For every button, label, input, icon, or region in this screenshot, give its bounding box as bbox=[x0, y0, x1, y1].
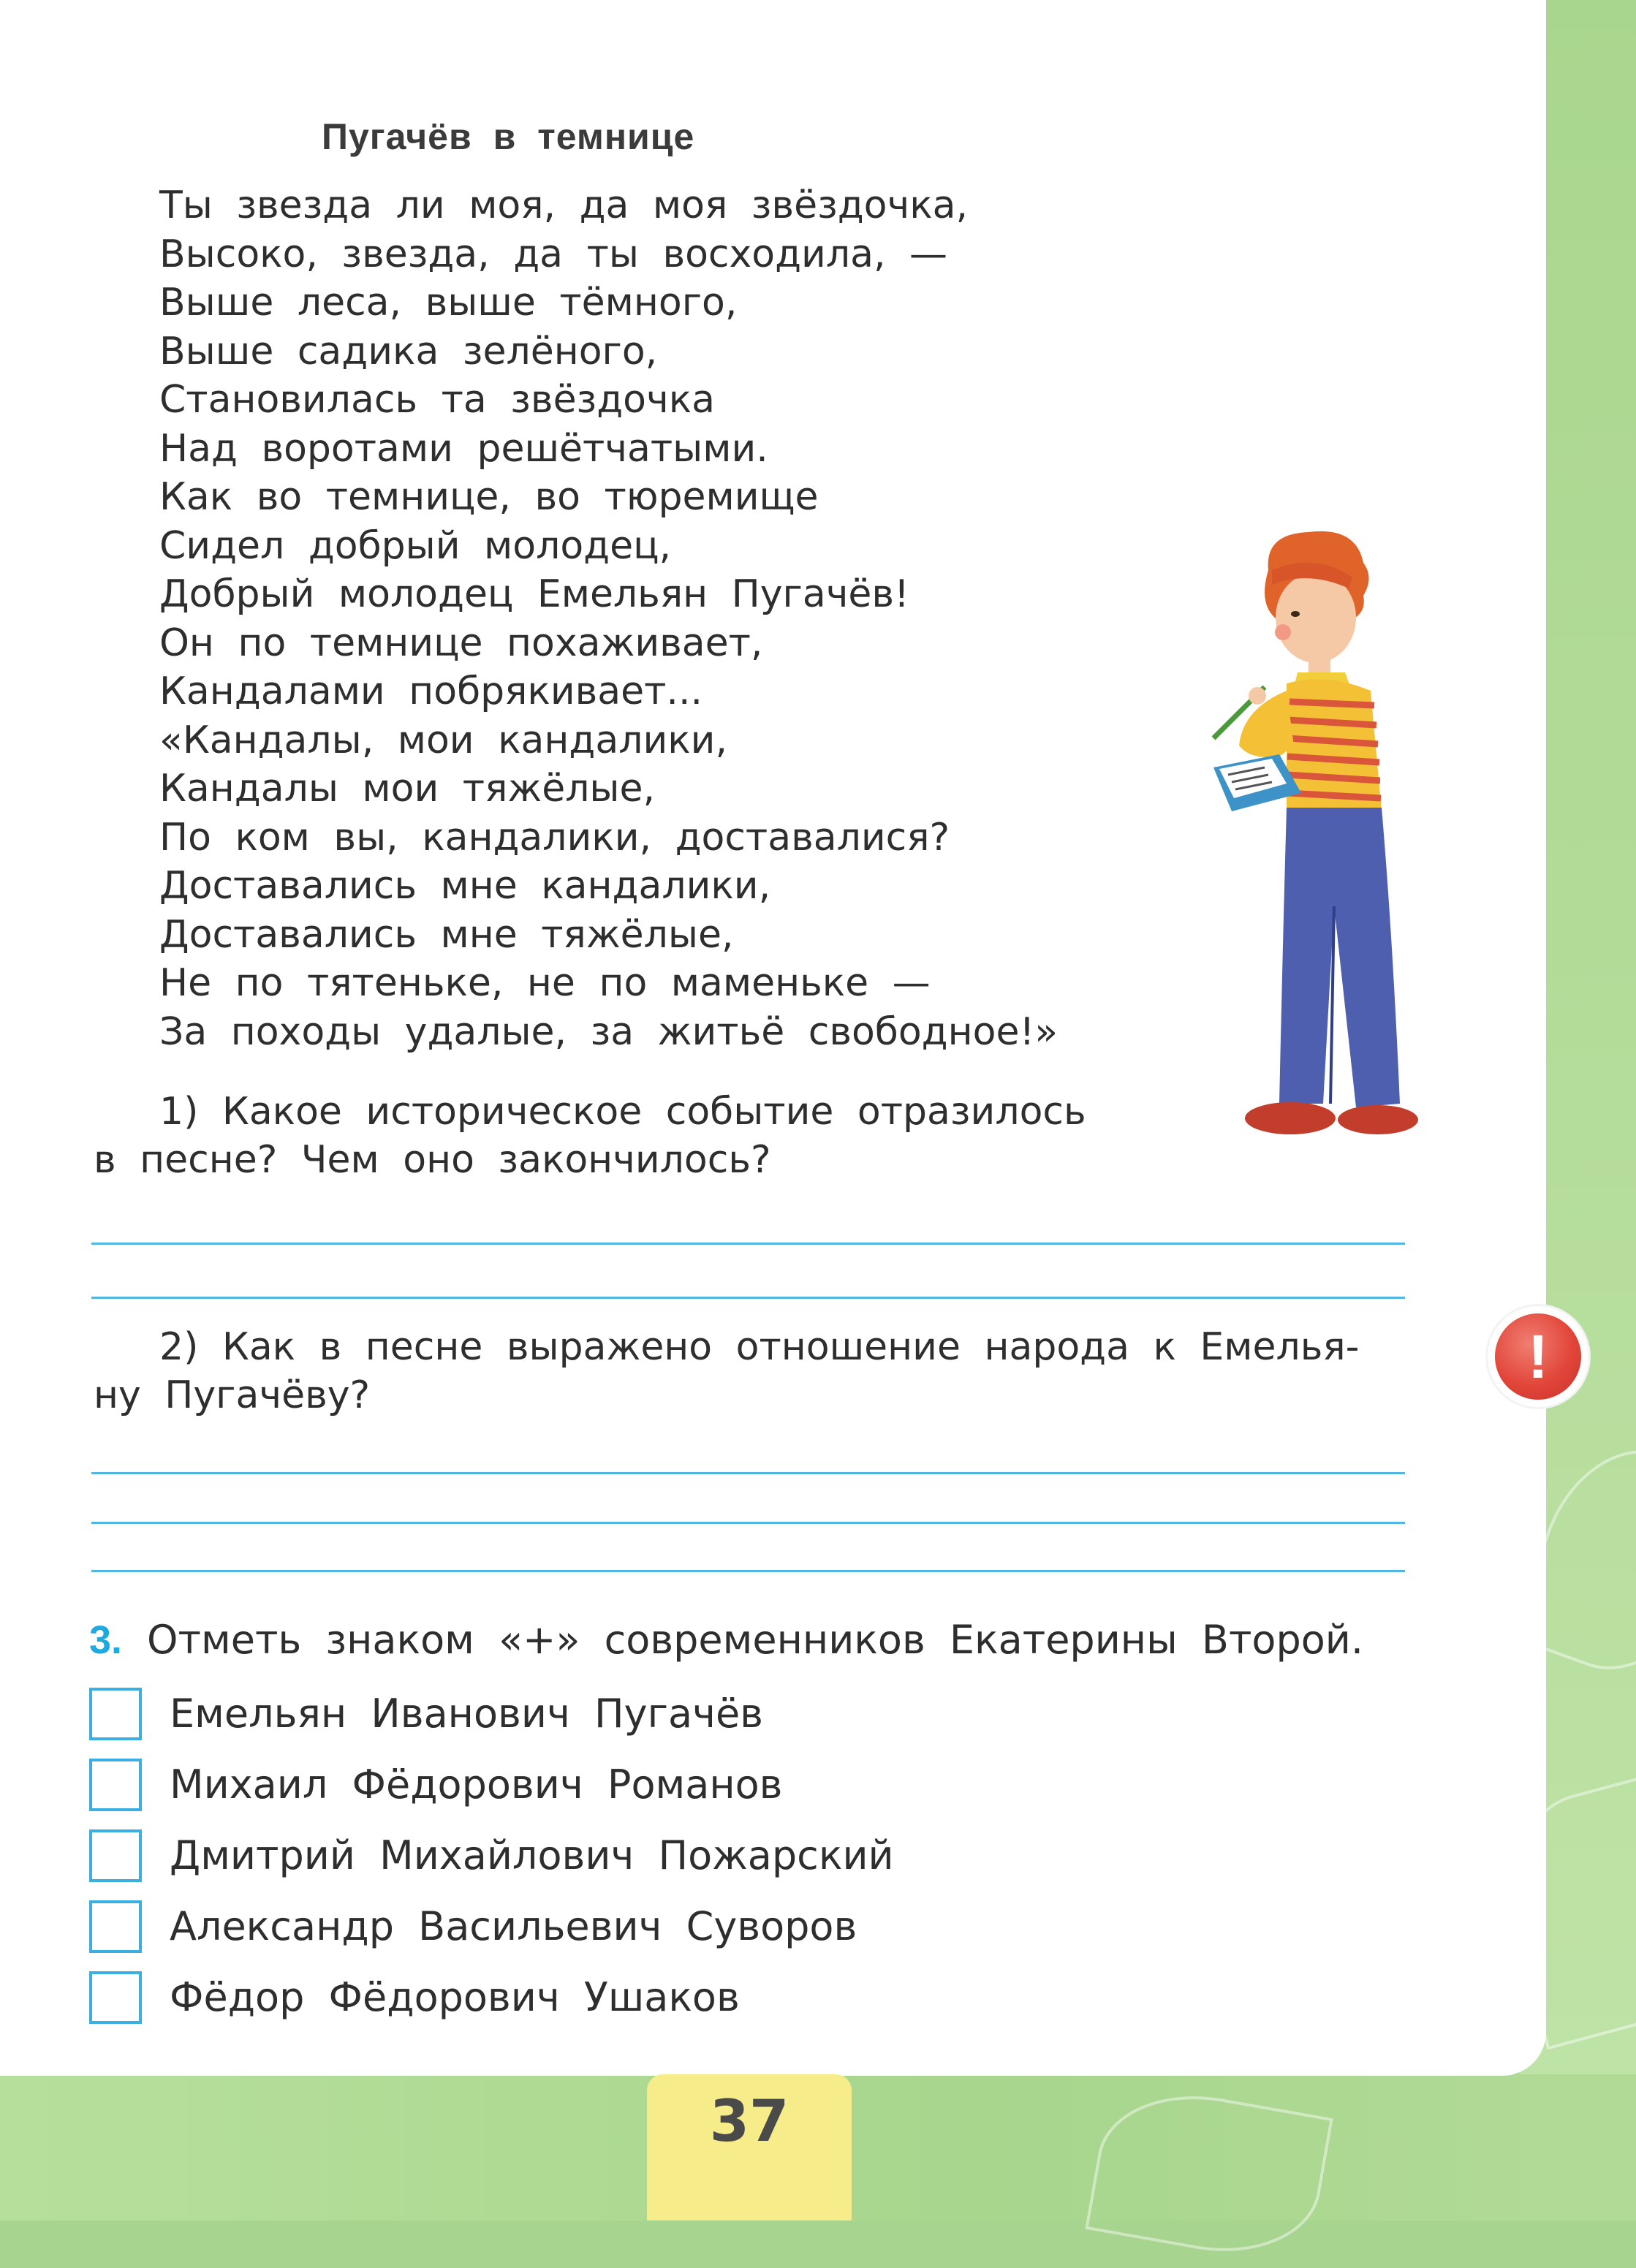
question-2-line-1: 2) Как в песне выражено отношение народа к Емелья- bbox=[159, 1325, 1360, 1369]
option-checkbox[interactable] bbox=[89, 1971, 142, 2024]
answer-line[interactable] bbox=[91, 1570, 1405, 1572]
answer-line[interactable] bbox=[91, 1472, 1405, 1474]
poem-line: Как во темнице, во тюремище bbox=[159, 475, 819, 519]
page-number-tab bbox=[647, 2074, 852, 2220]
option-item bbox=[89, 1749, 894, 1820]
answer-line[interactable] bbox=[91, 1243, 1405, 1245]
warning-mark: ! bbox=[1495, 1313, 1581, 1400]
poem-line: Высоко, звезда, да ты восходила, — bbox=[159, 232, 948, 276]
page-title: Пугачёв в темнице bbox=[322, 116, 695, 157]
question-1-line-2: в песне? Чем оно закончилось? bbox=[94, 1138, 771, 1182]
option-checkbox[interactable] bbox=[89, 1829, 142, 1882]
poem-line: Ты звезда ли моя, да моя звёздочка, bbox=[159, 183, 969, 227]
poem-line: За походы удалые, за житьё свободное!» bbox=[159, 1009, 1059, 1054]
warning-icon bbox=[1488, 1306, 1588, 1407]
poem-line: Выше садика зелёного, bbox=[159, 329, 658, 373]
poem-line: Не по тятеньке, не по маменьке — bbox=[159, 961, 931, 1005]
option-label: Михаил Фёдорович Романов bbox=[170, 1761, 783, 1808]
task-3-text: Отметь знаком «+» современников Екатерины Второй. bbox=[147, 1617, 1364, 1663]
question-2 bbox=[94, 1323, 1409, 1419]
task-3-options bbox=[89, 1678, 894, 2033]
poem-line: Над воротами решётчатыми. bbox=[159, 426, 768, 471]
option-label: Александр Васильевич Суворов bbox=[170, 1903, 857, 1949]
poem-line: Доставались мне кандалики, bbox=[159, 864, 771, 908]
poem-line: По ком вы, кандалики, доставалися? bbox=[159, 815, 950, 860]
boy-writing-illustration bbox=[1199, 526, 1440, 1155]
option-label: Емельян Иванович Пугачёв bbox=[170, 1691, 763, 1737]
poem-line: Кандалами побрякивает... bbox=[159, 670, 703, 713]
poem-line: Кандалы мои тяжёлые, bbox=[159, 767, 656, 811]
task-number: 3. bbox=[89, 1618, 123, 1662]
poem-line: Выше леса, выше тёмного, bbox=[159, 281, 738, 325]
question-1 bbox=[94, 1088, 1409, 1184]
option-item bbox=[89, 1891, 894, 1962]
poem-line: Сидел добрый молодец, bbox=[159, 523, 672, 568]
poem-line: «Кандалы, мои кандалики, bbox=[159, 718, 727, 762]
option-checkbox[interactable] bbox=[89, 1900, 142, 1953]
poem-line: Становилась та звёздочка bbox=[159, 378, 715, 422]
poem-line: Доставались мне тяжёлые, bbox=[159, 912, 734, 957]
option-checkbox[interactable] bbox=[89, 1759, 142, 1811]
question-1-line-1: 1) Какое историческое событие отразилось bbox=[159, 1090, 1086, 1134]
question-2-line-2: ну Пугачёву? bbox=[94, 1373, 371, 1417]
option-label: Фёдор Фёдорович Ушаков bbox=[170, 1974, 740, 2020]
option-item bbox=[89, 1820, 894, 1891]
poem bbox=[159, 181, 1058, 1056]
page-number: 37 bbox=[709, 2089, 789, 2155]
option-item bbox=[89, 1678, 894, 1749]
answer-line[interactable] bbox=[91, 1522, 1405, 1524]
option-checkbox[interactable] bbox=[89, 1688, 142, 1740]
answer-line[interactable] bbox=[91, 1297, 1405, 1299]
option-item bbox=[89, 1962, 894, 2033]
poem-line: Добрый молодец Емельян Пугачёв! bbox=[159, 572, 909, 616]
poem-line: Он по темнице похаживает, bbox=[159, 621, 763, 665]
option-label: Дмитрий Михайлович Пожарский bbox=[170, 1832, 894, 1878]
task-3-prompt bbox=[89, 1617, 1363, 1663]
